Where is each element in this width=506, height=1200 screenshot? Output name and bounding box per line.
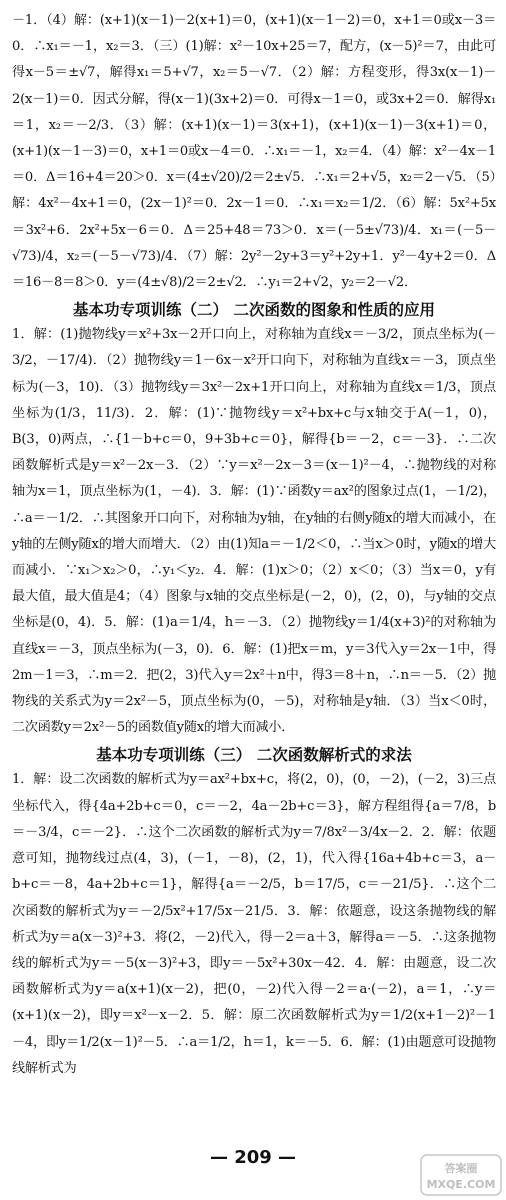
watermark-line2: MXQE.COM	[426, 1178, 496, 1191]
page-number: — 209 —	[209, 1147, 297, 1168]
text-block-graph-properties: 1．解：(1)抛物线y＝x²+3x－2开口向上，对称轴为直线x＝－3/2，顶点坐标为(－3/2，－17/4)．（2）抛物线y＝1－6x－x²开口向下，对称轴为直线x＝－3，顶点坐标为(－3，10)．（3）抛物线y＝3x²－2x+1开口向上，对称轴为直线x＝1/3，顶点坐标为(1/3，11/3)．2．解：(1)∵抛物线y＝x²+bx+c与x轴交于A(－1，0)，B(3，0)两点，∴{1－b+c＝0，9+3b+c＝0}，解得{b＝－2，c＝－3}．∴二次函数解析式是y＝x²－2x－3．（2）∵y＝x²－2x－3＝(x－1)²－4，∴抛物线的对称轴为x＝1，顶点坐标为(1，－4)．3．解：(1)∵函数y＝ax²的图象过点(1，－1/2)，∴a＝－1/2．∴其图象开口向下，对称轴为y轴，在y轴的右侧y随x的增大而减小，在y轴的左侧y随x的增大而增大．（2）由(1)知a＝－1/2＜0，∴当x＞0时，y随x的增大而减小．∵x₁＞x₂＞0，∴y₁＜y₂．4．解：(1)x＞0；（2）x＜0；（3）当x＝0，y有最大值，最大值是4；（4）图象与x轴的交点坐标是(－2，0)，(2，0)，与y轴的交点坐标是(0，4)．5．解：(1)a＝1/4，h＝－3．（2）抛物线y＝1/4(x+3)²的对称轴为直线x＝－3，顶点坐标为(－3，0)．6．解：(1)把x＝m，y＝3代入y＝2x－1中，得2m－1＝3，∴m＝2．把(2，3)代入y＝2x²＋n中，得3＝8＋n，∴n＝－5．（2）抛物线的关系式为y＝2x²－5，顶点坐标为(0，－5)，对称轴是y轴．（3）当x＜0时，二次函数y＝2x²－5的函数值y随x的增大而减小．	[12, 327, 496, 736]
text-block-expression-methods: 1．解：设二次函数的解析式为y＝ax²+bx+c，将(2，0)，(0，－2)，(－2，3)三点坐标代入，得{4a+2b+c＝0，c＝－2，4a－2b+c＝3}，解方程组得{a＝7/8，b＝－3/4，c＝－2}．∴这个二次函数的解析式为y＝7/8x²－3/4x－2．2．解：依题意可知，抛物线过点(4，3)，(－1，－8)，(2，1)，代入得{16a+4b+c＝3，a－b+c＝－8，4a+2b+c＝1}，解得{a＝－2/5，b＝17/5，c＝－21/5}．∴这个二次函数的解析式为y＝－2/5x²+17/5x－21/5．3．解：依题意，设这条抛物线的解析式为y＝a(x－3)²+3．将(2，－2)代入，得－2＝a＋3，解得a＝－5．∴这条抛物线的解析式为y＝－5(x－3)²+3，即y＝－5x²+30x－42．4．解：由题意，设二次函数解析式为y＝a(x+1)(x－2)，把(0，－2)代入得－2＝a·(－2)，a＝1，∴y＝(x+1)(x－2)，即y＝x²－x－2．5．解：原二次函数解析式为y＝1/2(x+1－2)²－1－4，即y＝1/2(x－1)²－5．∴a＝1/2，h＝1，k＝－5．6．解：(1)由题意可设抛物线解析式为	[12, 772, 496, 1076]
text-block-quadratic-equations: －1．（4）解：(x+1)(x－1)－2(x+1)＝0，(x+1)(x－1－2)＝0，x+1＝0或x－3＝0．∴x₁＝－1，x₂＝3．（三）(1)解：x²－10x+25＝7，配方，(x－5)²＝7，由此可得x－5＝±√7，解得x₁＝5+√7，x₂＝5－√7．（2）解：方程变形，得3x(x－1)－2(x－1)＝0．因式分解，得(x－1)(3x+2)＝0．可得x－1＝0，或3x+2＝0．解得x₁＝1，x₂＝－2/3．（3）解：(x+1)(x－1)＝3(x+1)，(x+1)(x－1)－3(x+1)＝0，(x+1)(x－1－3)＝0，x+1＝0或x－4＝0．∴x₁＝－1，x₂＝4．（4）解：x²－4x－1＝0．Δ＝16+4＝20＞0．x＝(4±√20)/2＝2±√5．∴x₁＝2+√5，x₂＝2－√5．（5）解：4x²－4x+1＝0，(2x－1)²＝0．2x－1＝0．∴x₁＝x₂＝1/2．（6）解：5x²+5x＝3x²+6．2x²+5x－6＝0．Δ＝25+48＝73＞0．x＝(－5±√73)/4．x₁＝(－5－√73)/4，x₂＝(－5－√73)/4．（7）解：2y²－2y+3＝y²+2y+1．y²－4y+2＝0．Δ＝16－8＝8＞0．y＝(4±√8)/2＝2±√2．∴y₁＝2+√2，y₂＝2－√2．	[12, 13, 496, 291]
section-title-2: 基本功专项训练（二） 二次函数的图象和性质的应用	[73, 301, 435, 320]
watermark-logo	[420, 1154, 502, 1196]
watermark-line1: 答案圈	[444, 1162, 478, 1175]
answer-page	[12, 8, 496, 1082]
section-title-3: 基本功专项训练（三） 二次函数解析式的求法	[96, 746, 412, 765]
